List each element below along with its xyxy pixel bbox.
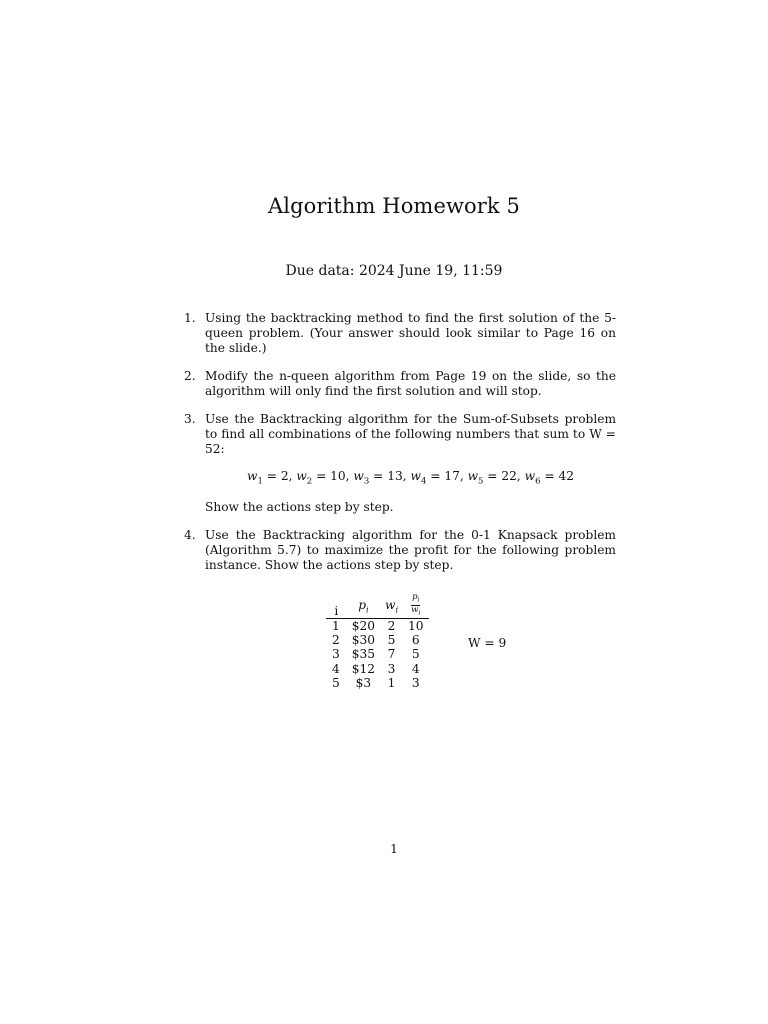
weight-term: $w_6 = 42$ bbox=[524, 469, 574, 487]
weight-term: $w_5 = 22$ bbox=[467, 469, 517, 487]
knapsack-instance bbox=[205, 593, 616, 693]
cell-profit: $30 bbox=[351, 633, 376, 648]
cell-i: 5 bbox=[332, 676, 340, 690]
cell-weight: 3 bbox=[387, 661, 396, 676]
problem-3 bbox=[184, 412, 616, 515]
table-header-row bbox=[326, 593, 429, 618]
problem-1 bbox=[184, 311, 616, 356]
cell-weight: 5 bbox=[387, 633, 396, 648]
weight-term: $w_4 = 17$ bbox=[410, 469, 460, 487]
table-row bbox=[326, 633, 429, 647]
cell-i: 4 bbox=[332, 661, 340, 676]
problem-followup: Show the actions step by step. bbox=[205, 500, 394, 515]
cell-ratio: 6 bbox=[411, 633, 420, 648]
header-ratio: $\frac{p_i}{w_i}$ bbox=[403, 593, 429, 618]
problem-number: 2. bbox=[184, 369, 196, 383]
cell-i: 1 bbox=[332, 618, 340, 633]
problem-number: 3. bbox=[184, 412, 196, 426]
cell-weight: 2 bbox=[387, 618, 396, 633]
header-i: i bbox=[326, 593, 347, 618]
weight-term: $w_1 = 2$ bbox=[247, 469, 289, 487]
cell-weight: 1 bbox=[387, 676, 396, 690]
weight-term: $w_2 = 10$ bbox=[296, 469, 346, 487]
cell-weight: 7 bbox=[387, 647, 396, 662]
due-date: Due data: 2024 June 19, 11:59 bbox=[285, 263, 503, 279]
problem-text: Modify the n-queen algorithm from Page 19 on the slide, so the algorithm will only find the first solution and will stop. bbox=[205, 369, 616, 398]
header-weight: $w_i$ bbox=[380, 593, 403, 618]
cell-i: 2 bbox=[332, 633, 340, 648]
knapsack-capacity: W = 9 bbox=[468, 636, 507, 651]
weights-equation: $w_1 = 2$, $w_2 = 10$, $w_3 = 13$, $w_4 = 17$, $w_5 = 22$, $w_6 = 42$ bbox=[247, 469, 574, 487]
weight-term: $w_3 = 13$ bbox=[353, 469, 403, 487]
cell-ratio: 5 bbox=[411, 647, 420, 662]
table-row bbox=[326, 647, 429, 661]
page-title: Algorithm Homework 5 bbox=[268, 194, 520, 218]
problem-text: Use the Backtracking algorithm for the Sum-of-Subsets problem to find all combinations of the following numbers that sum to W = 52: bbox=[205, 412, 616, 456]
cell-i: 3 bbox=[332, 647, 340, 662]
cell-ratio: 3 bbox=[411, 676, 420, 690]
table-row bbox=[326, 662, 429, 676]
table-row bbox=[326, 676, 429, 690]
cell-profit: $3 bbox=[355, 676, 372, 690]
cell-profit: $12 bbox=[351, 661, 376, 676]
problem-4 bbox=[184, 528, 616, 693]
knapsack-table bbox=[326, 593, 429, 690]
problem-text: Use the Backtracking algorithm for the 0-1 Knapsack problem (Algorithm 5.7) to maximize the profit for the following problem instance. Show the actions step by step. bbox=[205, 528, 616, 573]
cell-profit: $35 bbox=[351, 647, 376, 662]
problem-list bbox=[184, 311, 616, 706]
page-number: 1 bbox=[390, 842, 398, 856]
cell-ratio: 4 bbox=[411, 661, 420, 676]
problem-number: 4. bbox=[184, 528, 196, 543]
problem-text: Using the backtracking method to find the first solution of the 5-queen problem. (Your answer should look similar to Page 16 on the slide.) bbox=[205, 311, 616, 355]
table-row bbox=[326, 618, 429, 633]
problem-number: 1. bbox=[184, 311, 196, 325]
header-profit: $p_i$ bbox=[347, 593, 380, 618]
cell-profit: $20 bbox=[351, 618, 376, 633]
problem-2 bbox=[184, 369, 616, 399]
cell-ratio: 10 bbox=[408, 618, 424, 633]
